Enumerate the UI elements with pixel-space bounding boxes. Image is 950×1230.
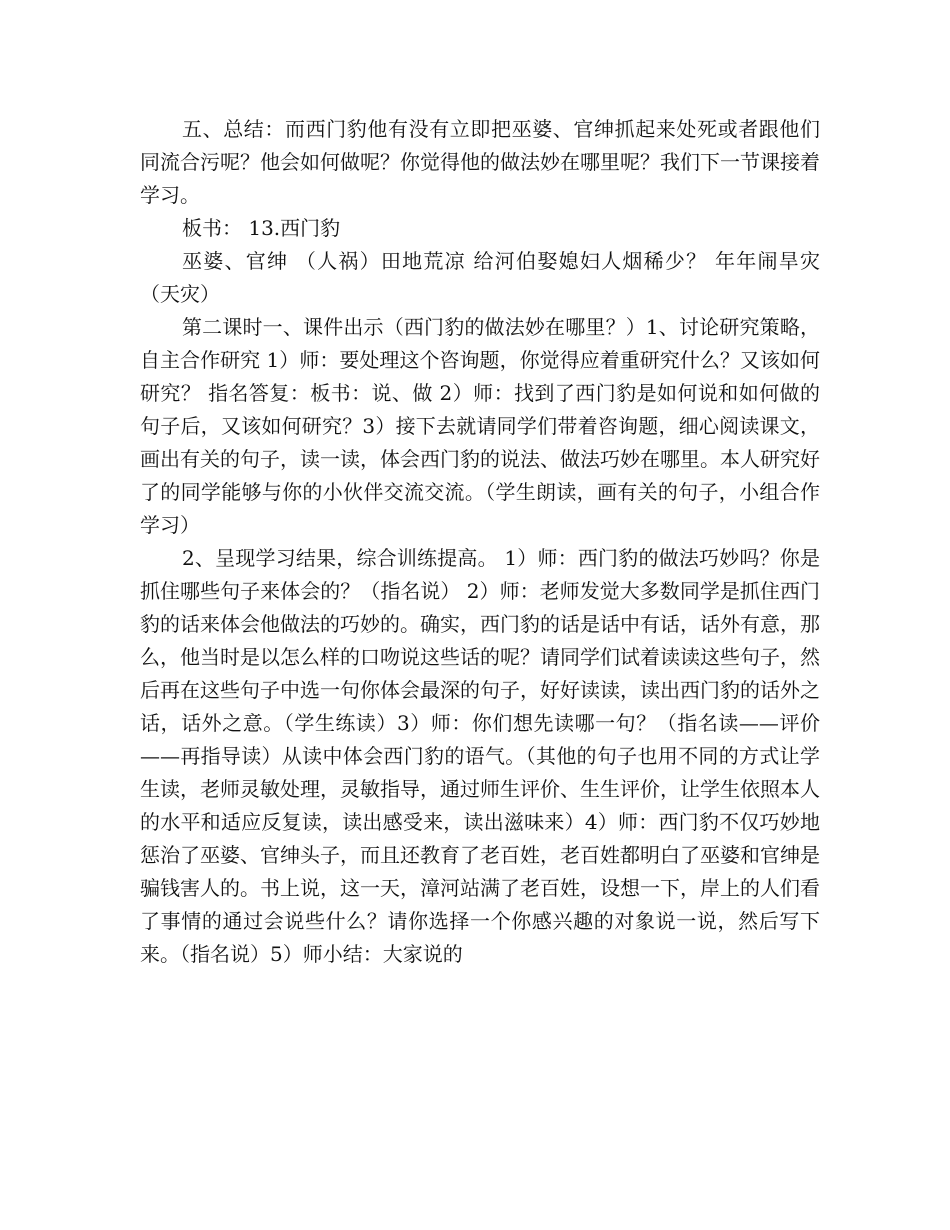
paragraph-second-lesson: 第二课时一、课件出示（西门豹的做法妙在哪里？）1、讨论研究策略，自主合作研究 1）师：要处理这个咨询题，你觉得应着重研究什么？又该如何研究？ 指名答复：板书：说、做 2）师：找到了西门豹是如何说和如何做的句子后，又该如何研究？3）接下去就请同学们带着咨询题，细心阅读课文，画出有关的句子，读一读，体会西门豹的说法、做法巧妙在哪里。本人研究好了的同学能够与你的小伙伴交流交流。（学生朗读，画有关的句子，小组合作学习） xyxy=(140,315,820,537)
paragraph-results: 2、呈现学习结果，综合训练提高。 1）师：西门豹的做法巧妙吗？你是抓住哪些句子来体会的？（指名说） 2）师：老师发觉大多数同学是抓住西门豹的话来体会他做法的巧妙的。确实，西门豹的话是话中有话，话外有意，那么，他当时是以怎么样的口吻说这些话的呢？请同学们试着读读这些句子，然后再在这些句子中选一句你体会最深的句子，好好读读，读出西门豹的话外之话，话外之意。（学生练读）3）师：你们想先读哪一句？（指名读——评价——再指导读）从读中体会西门豹的语气。（其他的句子也用不同的方式让学生读，老师灵敏处理，灵敏指导，通过师生评价、生生评价，让学生依照本人的水平和适应反复读，读出感受来，读出滋味来）4）师：西门豹不仅巧妙地惩治了巫婆、官绅头子，而且还教育了老百姓，老百姓都明白了巫婆和官绅是骗钱害人的。书上说，这一天，漳河站满了老百姓，设想一下，岸上的人们看了事情的通过会说些什么？请你选择一个你感兴趣的对象说一说，然后写下来。（指名说）5）师小结：大家说的 xyxy=(140,546,820,966)
document-body xyxy=(140,113,820,971)
paragraph-board-notes: 巫婆、官绅 （人祸）田地荒凉 给河伯娶媳妇人烟稀少？ 年年闹旱灾 （天灾） xyxy=(140,249,820,306)
paragraph-summary: 五、总结：而西门豹他有没有立即把巫婆、官绅抓起来处死或者跟他们同流合污呢？他会如何做呢？你觉得他的做法妙在哪里呢？我们下一节课接着学习。 xyxy=(140,117,820,207)
paragraph-board-title: 板书： 13.西门豹 xyxy=(182,216,341,240)
